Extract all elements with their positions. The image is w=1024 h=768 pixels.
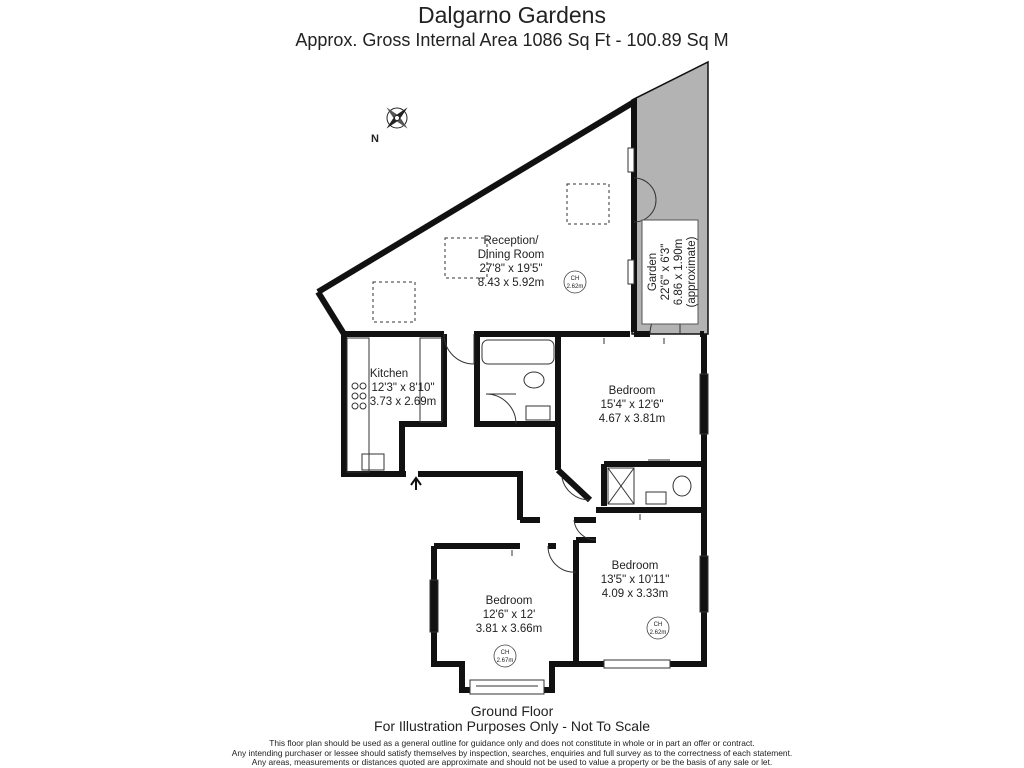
ceiling-height-bedroom3 <box>494 645 516 667</box>
room-bedroom-1 <box>599 385 665 425</box>
disclaimer-line: Any areas, measurements or distances quoted are approximate and should not be used to value a property or be the basis of any sale or let. <box>251 757 773 767</box>
svg-text:2.62m: 2.62m <box>649 630 667 636</box>
disclaimer <box>0 739 1024 768</box>
garden-note: (approximate) <box>686 236 698 308</box>
svg-text:CH: CH <box>653 622 663 628</box>
kitchen-imperial: 12'3" x 8'10" <box>371 382 435 394</box>
illustration-note: For Illustration Purposes Only - Not To Scale <box>374 718 650 734</box>
compass-icon <box>384 105 409 130</box>
disclaimer-line: This floor plan should be used as a general outline for guidance only and does not constitute in whole or in part an offer or contract. <box>269 738 755 748</box>
reception-metric: 8.43 x 5.92m <box>477 277 545 289</box>
bedroom2-name: Bedroom <box>611 560 659 572</box>
reception-imperial: 27'8" x 19'5" <box>479 263 543 275</box>
disclaimer-line: Any intending purchaser or lessee should satisfy themselves by inspection, searches, enquiries and full survey as to the correctness of each statement. <box>231 747 793 758</box>
ceiling-height-bedroom2 <box>647 617 669 639</box>
bedroom1-metric: 4.67 x 3.81m <box>598 413 666 425</box>
svg-text:CH: CH <box>570 276 580 282</box>
bedroom2-imperial: 13'5" x 10'11" <box>600 574 670 586</box>
plan-area: Approx. Gross Internal Area 1086 Sq Ft - 100.89 Sq M <box>295 30 729 50</box>
kitchen-name: Kitchen <box>369 368 409 380</box>
garden-imperial: 22'6" x 6'3" <box>660 243 672 301</box>
svg-text:2.62m: 2.62m <box>566 284 584 290</box>
room-reception <box>478 235 544 289</box>
svg-text:2.67m: 2.67m <box>496 658 514 664</box>
plan-title: Dalgarno Gardens <box>418 2 606 28</box>
garden-metric: 6.86 x 1.90m <box>673 238 685 306</box>
room-kitchen <box>370 368 436 408</box>
garden-name: Garden <box>647 252 659 292</box>
kitchen-metric: 3.73 x 2.69m <box>369 396 437 408</box>
bedroom1-name: Bedroom <box>608 385 656 397</box>
compass-label: N <box>371 133 379 145</box>
floor-label: Ground Floor <box>470 703 554 719</box>
bedroom3-metric: 3.81 x 3.66m <box>475 623 543 635</box>
ceiling-height-reception <box>564 271 586 293</box>
svg-text:CH: CH <box>500 650 510 656</box>
bedroom3-imperial: 12'6" x 12' <box>482 609 536 621</box>
bedroom3-name: Bedroom <box>485 595 533 607</box>
bedroom1-imperial: 15'4" x 12'6" <box>600 399 664 411</box>
room-bedroom-3 <box>476 595 542 635</box>
reception-name: Reception/ <box>483 235 539 247</box>
reception-name-2: Dining Room <box>477 249 545 261</box>
room-garden <box>642 220 698 324</box>
bedroom2-metric: 4.09 x 3.33m <box>601 588 669 600</box>
room-bedroom-2 <box>601 560 670 600</box>
